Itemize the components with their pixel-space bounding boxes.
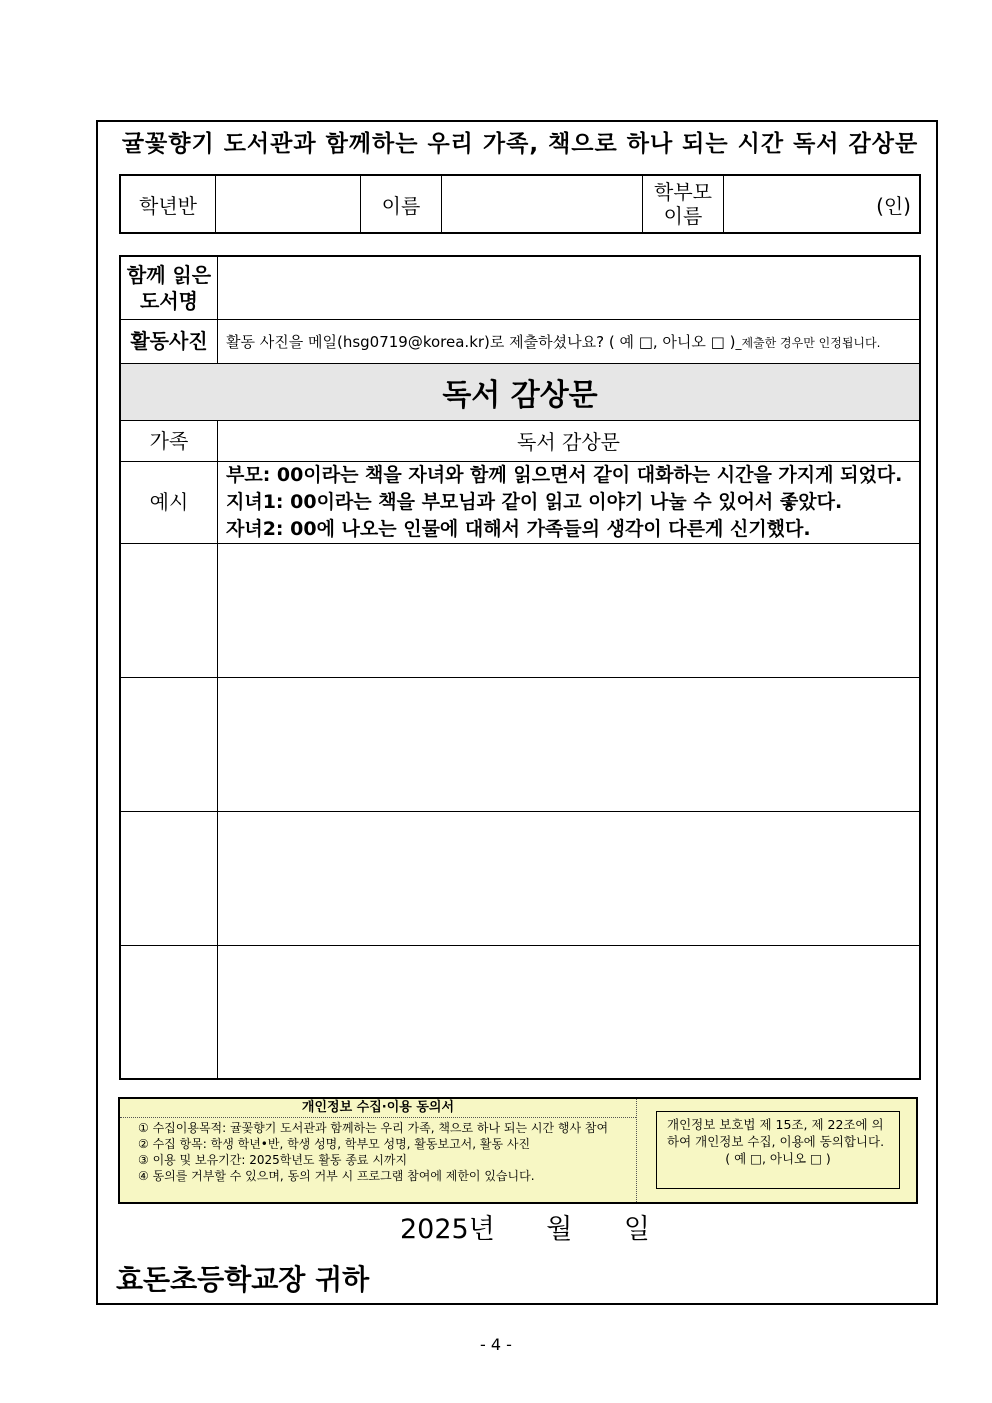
book-title-field[interactable]: [218, 256, 921, 319]
page-title: 귤꽃향기 도서관과 함께하는 우리 가족, 책으로 하나 되는 시간 독서 감상문: [121, 131, 919, 157]
family-member-field-3[interactable]: [120, 811, 218, 945]
consent-item: ① 수집이용목적: 귤꽃향기 도서관과 함께하는 우리 가족, 책으로 하나 되는 시간 행사 참여: [138, 1121, 609, 1135]
family-member-field-4[interactable]: [120, 945, 218, 1079]
example-line: 부모: 00이라는 책을 자녀와 함께 읽으면서 같이 대화하는 시간을 가지게 되었다.: [226, 463, 903, 486]
essay-field-1[interactable]: [218, 543, 921, 677]
parent-label-line2: 이름: [663, 204, 703, 228]
name-field[interactable]: [442, 175, 643, 233]
family-column-header: 가족: [120, 420, 218, 461]
consent-item: ③ 이용 및 보유기간: 2025학년도 활동 종료 시까지: [138, 1153, 408, 1167]
name-label: 이름: [361, 175, 442, 233]
example-line: 자녀2: 00에 나오는 인물에 대해서 가족들의 생각이 다른게 신기했다.: [226, 517, 811, 540]
consent-items: [120, 1118, 636, 1184]
seal-mark: (인): [876, 193, 911, 218]
date-line: 2025년 월 일: [400, 1214, 650, 1245]
page-number: - 4 -: [480, 1335, 512, 1354]
consent-agreement-text: 개인정보 보호법 제 15조, 제 22조에 의하여 개인정보 수집, 이용에 동의합니다.: [667, 1117, 885, 1149]
book-label-line2: 도서명: [140, 288, 198, 313]
example-label: 예시: [120, 461, 218, 543]
example-text: [218, 461, 921, 543]
consent-item: ② 수집 항목: 학생 학년•반, 학생 성명, 학부모 성명, 활동보고서, 활동 사진: [138, 1137, 531, 1151]
class-field[interactable]: [216, 175, 361, 233]
activity-photo-question[interactable]: [218, 319, 921, 363]
book-label-line1: 함께 읽은: [126, 262, 212, 287]
essay-column-header: 독서 감상문: [218, 420, 921, 461]
consent-agreement-box[interactable]: [656, 1111, 900, 1189]
consent-choice[interactable]: ( 예 □, 아니오 □ ): [725, 1151, 831, 1166]
family-member-field-1[interactable]: [120, 543, 218, 677]
parent-name-label: [643, 175, 724, 233]
book-title-label: [120, 256, 218, 319]
photo-note: _제출한 경우만 인정됩니다.: [735, 335, 881, 350]
family-member-field-2[interactable]: [120, 677, 218, 811]
essay-field-3[interactable]: [218, 811, 921, 945]
essay-field-4[interactable]: [218, 945, 921, 1079]
example-line: 지녀1: 00이라는 책을 부모님과 같이 읽고 이야기 나눌 수 있어서 좋았다.: [226, 490, 843, 513]
consent-details: [120, 1099, 637, 1202]
essay-field-2[interactable]: [218, 677, 921, 811]
consent-heading: 개인정보 수집·이용 동의서: [120, 1099, 636, 1118]
recipient: 효돈초등학교장 귀하: [116, 1263, 370, 1296]
consent-item: ④ 동의를 거부할 수 있으며, 동의 거부 시 프로그램 참여에 제한이 있습니다.: [138, 1169, 535, 1183]
class-label: 학년반: [120, 175, 216, 233]
activity-photo-label: 활동사진: [120, 319, 218, 363]
photo-question-text: 활동 사진을 메일(hsg0719@korea.kr)로 제출하셨나요? ( 예 □, 아니오 □ ): [226, 332, 736, 351]
parent-label-line1: 학부모: [654, 180, 712, 204]
student-info-table: [119, 174, 921, 234]
parent-name-field[interactable]: [724, 175, 921, 233]
essay-heading: 독서 감상문: [120, 363, 920, 420]
privacy-consent-section: [118, 1097, 918, 1204]
essay-table: [119, 255, 921, 1080]
